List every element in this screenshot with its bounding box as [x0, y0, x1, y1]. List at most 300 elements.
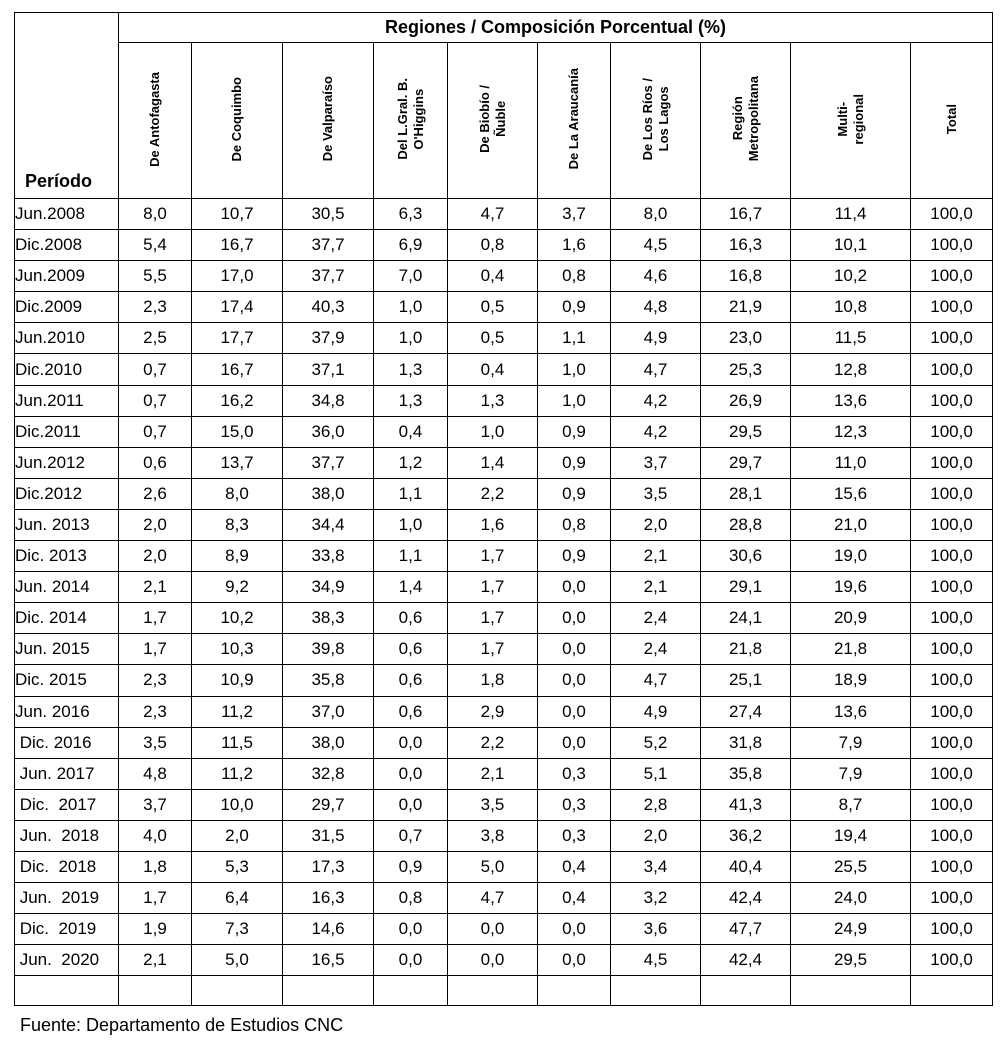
value-cell: 0,8 — [374, 883, 448, 914]
source-note: Fuente: Departamento de Estudios CNC — [20, 1015, 344, 1035]
value-cell: 0,0 — [538, 945, 611, 976]
table-row — [15, 665, 993, 696]
value-cell: 100,0 — [911, 914, 993, 945]
value-cell: 1,7 — [448, 634, 538, 665]
column-header — [192, 43, 283, 199]
value-cell: 0,0 — [374, 945, 448, 976]
value-cell: 100,0 — [911, 945, 993, 976]
period-cell: Dic. 2014 — [15, 603, 119, 634]
value-cell: 29,5 — [791, 945, 911, 976]
value-cell: 27,4 — [701, 696, 791, 727]
value-cell: 2,0 — [611, 509, 701, 540]
value-cell: 2,1 — [119, 572, 192, 603]
value-cell: 1,1 — [538, 323, 611, 354]
value-cell: 21,8 — [791, 634, 911, 665]
column-header-label: Multi- regional — [834, 93, 866, 145]
value-cell: 0,0 — [538, 727, 611, 758]
value-cell: 10,2 — [791, 261, 911, 292]
value-cell: 5,5 — [119, 261, 192, 292]
value-cell: 8,0 — [611, 199, 701, 230]
value-cell: 0,0 — [374, 789, 448, 820]
value-cell: 3,7 — [119, 789, 192, 820]
value-cell: 11,4 — [791, 199, 911, 230]
blank-cell — [192, 976, 283, 1006]
value-cell: 3,7 — [538, 199, 611, 230]
column-header-label: De Los Ríos / Los Lagos — [639, 77, 671, 161]
value-cell: 2,0 — [611, 820, 701, 851]
value-cell: 100,0 — [911, 199, 993, 230]
value-cell: 1,1 — [374, 541, 448, 572]
value-cell: 16,5 — [283, 945, 374, 976]
value-cell: 36,0 — [283, 416, 374, 447]
column-header-label: De La Araucanía — [566, 68, 581, 170]
value-cell: 4,6 — [611, 261, 701, 292]
value-cell: 10,8 — [791, 292, 911, 323]
value-cell: 100,0 — [911, 789, 993, 820]
value-cell: 36,2 — [701, 820, 791, 851]
value-cell: 3,8 — [448, 820, 538, 851]
value-cell: 21,8 — [701, 634, 791, 665]
value-cell: 0,3 — [538, 758, 611, 789]
value-cell: 13,6 — [791, 696, 911, 727]
value-cell: 34,8 — [283, 385, 374, 416]
value-cell: 1,7 — [448, 572, 538, 603]
column-header — [374, 43, 448, 199]
table-row — [15, 292, 993, 323]
value-cell: 19,4 — [791, 820, 911, 851]
value-cell: 25,5 — [791, 851, 911, 882]
value-cell: 1,4 — [374, 572, 448, 603]
value-cell: 2,1 — [611, 572, 701, 603]
value-cell: 1,7 — [119, 634, 192, 665]
value-cell: 100,0 — [911, 478, 993, 509]
value-cell: 11,5 — [192, 727, 283, 758]
value-cell: 35,8 — [283, 665, 374, 696]
value-cell: 100,0 — [911, 354, 993, 385]
value-cell: 21,0 — [791, 509, 911, 540]
value-cell: 100,0 — [911, 634, 993, 665]
value-cell: 0,9 — [374, 851, 448, 882]
value-cell: 3,6 — [611, 914, 701, 945]
column-header-label: Total — [943, 103, 959, 135]
period-cell: Jun.2012 — [15, 447, 119, 478]
period-cell: Jun.2011 — [15, 385, 119, 416]
value-cell: 0,5 — [448, 323, 538, 354]
value-cell: 0,0 — [538, 603, 611, 634]
value-cell: 16,7 — [192, 230, 283, 261]
value-cell: 24,9 — [791, 914, 911, 945]
value-cell: 16,2 — [192, 385, 283, 416]
value-cell: 0,0 — [538, 665, 611, 696]
value-cell: 1,7 — [119, 603, 192, 634]
table-body — [15, 199, 993, 1006]
value-cell: 15,0 — [192, 416, 283, 447]
value-cell: 29,5 — [701, 416, 791, 447]
value-cell: 100,0 — [911, 385, 993, 416]
value-cell: 9,2 — [192, 572, 283, 603]
value-cell: 0,7 — [119, 416, 192, 447]
value-cell: 0,9 — [538, 292, 611, 323]
period-cell: Jun. 2017 — [15, 758, 119, 789]
value-cell: 7,9 — [791, 758, 911, 789]
period-cell: Dic.2011 — [15, 416, 119, 447]
value-cell: 0,9 — [538, 416, 611, 447]
value-cell: 24,0 — [791, 883, 911, 914]
value-cell: 2,4 — [611, 634, 701, 665]
value-cell: 17,7 — [192, 323, 283, 354]
value-cell: 2,2 — [448, 727, 538, 758]
column-header — [283, 43, 374, 199]
value-cell: 10,9 — [192, 665, 283, 696]
blank-cell — [15, 976, 119, 1006]
value-cell: 100,0 — [911, 541, 993, 572]
value-cell: 0,7 — [119, 354, 192, 385]
table-row — [15, 727, 993, 758]
value-cell: 0,5 — [448, 292, 538, 323]
value-cell: 1,1 — [374, 478, 448, 509]
value-cell: 26,9 — [701, 385, 791, 416]
value-cell: 0,9 — [538, 541, 611, 572]
value-cell: 1,0 — [374, 509, 448, 540]
value-cell: 0,3 — [538, 789, 611, 820]
value-cell: 100,0 — [911, 820, 993, 851]
value-cell: 29,1 — [701, 572, 791, 603]
value-cell: 0,0 — [538, 914, 611, 945]
value-cell: 10,7 — [192, 199, 283, 230]
value-cell: 0,4 — [538, 851, 611, 882]
value-cell: 12,8 — [791, 354, 911, 385]
column-header — [448, 43, 538, 199]
table-row — [15, 945, 993, 976]
value-cell: 4,8 — [611, 292, 701, 323]
value-cell: 1,6 — [538, 230, 611, 261]
value-cell: 11,2 — [192, 696, 283, 727]
value-cell: 25,3 — [701, 354, 791, 385]
value-cell: 4,5 — [611, 945, 701, 976]
value-cell: 0,0 — [374, 727, 448, 758]
table-row — [15, 851, 993, 882]
column-header — [611, 43, 701, 199]
period-cell: Dic. 2019 — [15, 914, 119, 945]
value-cell: 0,0 — [538, 572, 611, 603]
value-cell: 16,7 — [192, 354, 283, 385]
value-cell: 7,0 — [374, 261, 448, 292]
value-cell: 15,6 — [791, 478, 911, 509]
value-cell: 16,3 — [283, 883, 374, 914]
column-header-label: Región Metropolitana — [729, 76, 761, 162]
value-cell: 0,6 — [119, 447, 192, 478]
value-cell: 8,3 — [192, 509, 283, 540]
value-cell: 1,7 — [448, 541, 538, 572]
table-row — [15, 354, 993, 385]
value-cell: 17,0 — [192, 261, 283, 292]
value-cell: 37,9 — [283, 323, 374, 354]
period-cell: Dic.2012 — [15, 478, 119, 509]
value-cell: 1,0 — [538, 385, 611, 416]
value-cell: 2,0 — [192, 820, 283, 851]
value-cell: 0,4 — [448, 354, 538, 385]
value-cell: 2,1 — [448, 758, 538, 789]
period-cell: Jun. 2020 — [15, 945, 119, 976]
value-cell: 4,7 — [448, 883, 538, 914]
table-row — [15, 696, 993, 727]
value-cell: 37,7 — [283, 447, 374, 478]
value-cell: 13,7 — [192, 447, 283, 478]
value-cell: 11,2 — [192, 758, 283, 789]
period-cell: Jun.2008 — [15, 199, 119, 230]
value-cell: 10,2 — [192, 603, 283, 634]
column-header-label: De Coquimbo — [229, 76, 244, 162]
value-cell: 100,0 — [911, 883, 993, 914]
value-cell: 7,9 — [791, 727, 911, 758]
value-cell: 100,0 — [911, 851, 993, 882]
value-cell: 11,0 — [791, 447, 911, 478]
value-cell: 3,5 — [448, 789, 538, 820]
data-table — [14, 12, 993, 1006]
column-header-label: De Valparaíso — [320, 76, 335, 162]
value-cell: 1,3 — [448, 385, 538, 416]
value-cell: 4,7 — [611, 354, 701, 385]
period-cell: Jun. 2018 — [15, 820, 119, 851]
value-cell: 29,7 — [701, 447, 791, 478]
period-cell: Jun. 2015 — [15, 634, 119, 665]
value-cell: 40,3 — [283, 292, 374, 323]
value-cell: 100,0 — [911, 603, 993, 634]
value-cell: 17,4 — [192, 292, 283, 323]
value-cell: 10,0 — [192, 789, 283, 820]
value-cell: 4,7 — [611, 665, 701, 696]
value-cell: 41,3 — [701, 789, 791, 820]
value-cell: 0,0 — [538, 634, 611, 665]
value-cell: 0,8 — [538, 509, 611, 540]
value-cell: 100,0 — [911, 758, 993, 789]
value-cell: 28,8 — [701, 509, 791, 540]
value-cell: 1,7 — [119, 883, 192, 914]
blank-cell — [611, 976, 701, 1006]
blank-cell — [791, 976, 911, 1006]
value-cell: 1,2 — [374, 447, 448, 478]
blank-cell — [119, 976, 192, 1006]
value-cell: 38,0 — [283, 727, 374, 758]
blank-row — [15, 976, 993, 1006]
table-row — [15, 789, 993, 820]
value-cell: 25,1 — [701, 665, 791, 696]
value-cell: 1,0 — [538, 354, 611, 385]
value-cell: 30,6 — [701, 541, 791, 572]
value-cell: 2,1 — [611, 541, 701, 572]
blank-cell — [911, 976, 993, 1006]
value-cell: 24,1 — [701, 603, 791, 634]
value-cell: 1,0 — [374, 323, 448, 354]
column-header-row — [15, 43, 993, 199]
table-row — [15, 914, 993, 945]
value-cell: 2,4 — [611, 603, 701, 634]
value-cell: 19,6 — [791, 572, 911, 603]
column-header — [538, 43, 611, 199]
value-cell: 6,3 — [374, 199, 448, 230]
value-cell: 37,0 — [283, 696, 374, 727]
value-cell: 35,8 — [701, 758, 791, 789]
value-cell: 30,5 — [283, 199, 374, 230]
value-cell: 100,0 — [911, 447, 993, 478]
period-cell: Dic.2009 — [15, 292, 119, 323]
table-row — [15, 323, 993, 354]
value-cell: 28,1 — [701, 478, 791, 509]
value-cell: 21,9 — [701, 292, 791, 323]
table-row — [15, 447, 993, 478]
value-cell: 34,4 — [283, 509, 374, 540]
value-cell: 20,9 — [791, 603, 911, 634]
value-cell: 0,0 — [448, 914, 538, 945]
value-cell: 23,0 — [701, 323, 791, 354]
value-cell: 4,2 — [611, 385, 701, 416]
table-row — [15, 509, 993, 540]
value-cell: 8,0 — [119, 199, 192, 230]
value-cell: 4,9 — [611, 696, 701, 727]
period-cell: Jun.2009 — [15, 261, 119, 292]
value-cell: 33,8 — [283, 541, 374, 572]
group-header: Regiones / Composición Porcentual (%) — [119, 13, 993, 43]
value-cell: 2,9 — [448, 696, 538, 727]
period-cell: Jun. 2013 — [15, 509, 119, 540]
value-cell: 0,7 — [374, 820, 448, 851]
value-cell: 14,6 — [283, 914, 374, 945]
value-cell: 8,7 — [791, 789, 911, 820]
period-cell: Dic. 2015 — [15, 665, 119, 696]
value-cell: 4,8 — [119, 758, 192, 789]
column-header-label: De Biobío / Ñuble — [476, 85, 508, 153]
value-cell: 16,8 — [701, 261, 791, 292]
value-cell: 31,5 — [283, 820, 374, 851]
value-cell: 0,9 — [538, 447, 611, 478]
value-cell: 1,0 — [374, 292, 448, 323]
value-cell: 1,7 — [448, 603, 538, 634]
value-cell: 1,8 — [119, 851, 192, 882]
period-cell: Jun. 2016 — [15, 696, 119, 727]
table-row — [15, 572, 993, 603]
value-cell: 0,0 — [538, 696, 611, 727]
table-row — [15, 478, 993, 509]
value-cell: 37,7 — [283, 230, 374, 261]
value-cell: 38,0 — [283, 478, 374, 509]
table-row — [15, 230, 993, 261]
value-cell: 100,0 — [911, 416, 993, 447]
value-cell: 0,4 — [538, 883, 611, 914]
column-header — [701, 43, 791, 199]
value-cell: 100,0 — [911, 230, 993, 261]
value-cell: 2,0 — [119, 509, 192, 540]
value-cell: 13,6 — [791, 385, 911, 416]
value-cell: 0,6 — [374, 696, 448, 727]
value-cell: 37,1 — [283, 354, 374, 385]
value-cell: 100,0 — [911, 727, 993, 758]
value-cell: 4,2 — [611, 416, 701, 447]
value-cell: 100,0 — [911, 665, 993, 696]
value-cell: 6,4 — [192, 883, 283, 914]
column-header-label: De Antofagasta — [147, 71, 162, 167]
value-cell: 0,6 — [374, 665, 448, 696]
value-cell: 0,0 — [374, 758, 448, 789]
blank-cell — [538, 976, 611, 1006]
blank-cell — [448, 976, 538, 1006]
period-cell: Dic. 2013 — [15, 541, 119, 572]
value-cell: 2,8 — [611, 789, 701, 820]
table-row — [15, 261, 993, 292]
table-row — [15, 541, 993, 572]
value-cell: 16,3 — [701, 230, 791, 261]
value-cell: 1,6 — [448, 509, 538, 540]
value-cell: 47,7 — [701, 914, 791, 945]
column-header-label: Del L.Gral. B. O'Higgins — [394, 78, 426, 160]
value-cell: 2,2 — [448, 478, 538, 509]
value-cell: 5,0 — [192, 945, 283, 976]
period-cell: Dic. 2016 — [15, 727, 119, 758]
value-cell: 2,6 — [119, 478, 192, 509]
table-row — [15, 416, 993, 447]
value-cell: 6,9 — [374, 230, 448, 261]
value-cell: 18,9 — [791, 665, 911, 696]
value-cell: 0,6 — [374, 634, 448, 665]
value-cell: 2,5 — [119, 323, 192, 354]
value-cell: 3,2 — [611, 883, 701, 914]
value-cell: 19,0 — [791, 541, 911, 572]
value-cell: 4,5 — [611, 230, 701, 261]
value-cell: 16,7 — [701, 199, 791, 230]
period-cell: Jun. 2014 — [15, 572, 119, 603]
blank-cell — [374, 976, 448, 1006]
value-cell: 42,4 — [701, 883, 791, 914]
value-cell: 1,4 — [448, 447, 538, 478]
value-cell: 5,2 — [611, 727, 701, 758]
table-row — [15, 883, 993, 914]
value-cell: 4,9 — [611, 323, 701, 354]
blank-cell — [701, 976, 791, 1006]
value-cell: 32,8 — [283, 758, 374, 789]
value-cell: 11,5 — [791, 323, 911, 354]
value-cell: 0,8 — [448, 230, 538, 261]
value-cell: 0,0 — [448, 945, 538, 976]
blank-cell — [283, 976, 374, 1006]
table-row — [15, 758, 993, 789]
value-cell: 10,1 — [791, 230, 911, 261]
value-cell: 100,0 — [911, 509, 993, 540]
value-cell: 12,3 — [791, 416, 911, 447]
value-cell: 42,4 — [701, 945, 791, 976]
value-cell: 5,3 — [192, 851, 283, 882]
value-cell: 8,0 — [192, 478, 283, 509]
value-cell: 8,9 — [192, 541, 283, 572]
value-cell: 2,3 — [119, 696, 192, 727]
period-cell: Dic. 2017 — [15, 789, 119, 820]
value-cell: 1,9 — [119, 914, 192, 945]
value-cell: 0,3 — [538, 820, 611, 851]
value-cell: 4,7 — [448, 199, 538, 230]
value-cell: 31,8 — [701, 727, 791, 758]
value-cell: 100,0 — [911, 323, 993, 354]
value-cell: 10,3 — [192, 634, 283, 665]
table-row — [15, 820, 993, 851]
value-cell: 3,7 — [611, 447, 701, 478]
value-cell: 5,1 — [611, 758, 701, 789]
table-row — [15, 603, 993, 634]
value-cell: 0,0 — [374, 914, 448, 945]
value-cell: 34,9 — [283, 572, 374, 603]
value-cell: 0,9 — [538, 478, 611, 509]
value-cell: 100,0 — [911, 292, 993, 323]
value-cell: 0,6 — [374, 603, 448, 634]
value-cell: 1,8 — [448, 665, 538, 696]
column-header — [791, 43, 911, 199]
